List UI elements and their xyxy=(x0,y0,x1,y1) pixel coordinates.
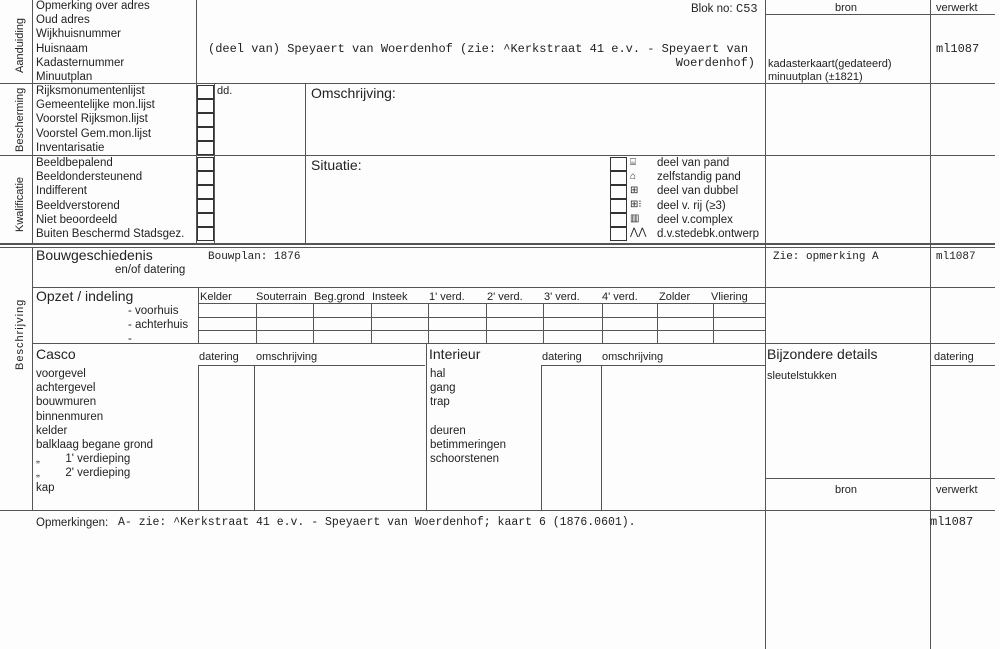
address-value-2: Woerdenhof) xyxy=(675,56,755,70)
item: „ 1' verdieping xyxy=(36,453,131,466)
checkbox[interactable] xyxy=(610,227,627,241)
label: Indifferent xyxy=(36,185,87,198)
label: Oud adres xyxy=(36,14,90,27)
bijzondere-datering: datering xyxy=(934,351,974,363)
option: deel v. rij (≥3) xyxy=(657,199,726,212)
col-vliering: Vliering xyxy=(711,291,748,303)
col-4-verd: 4' verd. xyxy=(602,291,638,303)
option: zelfstandig pand xyxy=(657,171,741,184)
opmerkingen-value: A- zie: ^Kerkstraat 41 e.v. - Speyaert van Woerdenhof; kaart 6 (1876.0601). xyxy=(118,516,636,529)
label: Voorstel Gem.mon.lijst xyxy=(36,127,152,140)
checkbox[interactable] xyxy=(197,213,214,227)
situatie-label: Situatie: xyxy=(311,157,362,173)
urban-design-icon: ⋀⋀ xyxy=(630,227,647,238)
checkbox[interactable] xyxy=(610,185,627,199)
interieur-datering: datering xyxy=(542,351,582,363)
label: Opmerking over adres xyxy=(36,0,150,12)
verwerkt-header: verwerkt xyxy=(936,2,978,14)
option: deel van pand xyxy=(657,157,730,169)
double-house-icon: ⊞ xyxy=(630,185,639,196)
label: Kadasternummer xyxy=(36,56,125,69)
opmerkingen-verwerkt: ml1087 xyxy=(930,515,974,529)
label: Beeldbepalend xyxy=(36,157,113,169)
pand-icon: ⌸ xyxy=(630,157,636,168)
checkbox[interactable] xyxy=(197,99,214,113)
option: d.v.stedebk.ontwerp xyxy=(657,228,760,241)
item: trap xyxy=(430,396,450,409)
checkbox[interactable] xyxy=(197,85,214,99)
col-kelder: Kelder xyxy=(200,291,232,303)
label: Buiten Beschermd Stadsgez. xyxy=(36,228,185,241)
opzet-row: - voorhuis xyxy=(128,305,179,317)
opmerkingen-label: Opmerkingen: xyxy=(36,517,109,529)
bijzondere-label: Bijzondere details xyxy=(767,346,878,362)
house-icon: ⌂ xyxy=(630,171,637,182)
item: hal xyxy=(430,368,446,380)
situatie-options xyxy=(657,156,759,241)
label: Wijkhuisnummer xyxy=(36,28,121,41)
checkbox[interactable] xyxy=(197,171,214,185)
blok-value: C53 xyxy=(736,2,758,16)
label: Gemeentelijke mon.lijst xyxy=(36,99,155,112)
checkbox[interactable] xyxy=(197,113,214,127)
item: kap xyxy=(36,481,55,494)
col-1-verd: 1' verd. xyxy=(429,291,465,303)
label: Voorstel Rijksmon.lijst xyxy=(36,113,148,126)
item: „ 2' verdieping xyxy=(36,467,131,480)
checkbox[interactable] xyxy=(197,141,214,155)
casco-items xyxy=(36,367,153,495)
checkbox[interactable] xyxy=(197,185,214,199)
checkbox[interactable] xyxy=(197,227,214,241)
label: Huisnaam xyxy=(36,42,88,55)
checkbox[interactable] xyxy=(610,171,627,185)
bouwgeschiedenis-value: Bouwplan: 1876 xyxy=(208,251,301,263)
item: kelder xyxy=(36,424,68,437)
label: Rijksmonumentenlijst xyxy=(36,85,145,97)
casco-datering: datering xyxy=(199,351,239,363)
label: Beeldverstorend xyxy=(36,199,120,212)
bijzondere-verwerkt: verwerkt xyxy=(936,484,978,496)
option: deel v.complex xyxy=(657,213,733,226)
col-insteek: Insteek xyxy=(372,291,408,303)
checkbox[interactable] xyxy=(610,213,627,227)
opzet-row: - achterhuis xyxy=(128,319,189,331)
col-souterrain: Souterrain xyxy=(256,291,307,303)
checkbox[interactable] xyxy=(197,199,214,213)
item: voorgevel xyxy=(36,368,86,380)
item xyxy=(430,410,506,424)
bron-header: bron xyxy=(835,2,858,14)
checkbox[interactable] xyxy=(197,157,214,171)
item: gang xyxy=(430,382,456,395)
aanduiding-labels xyxy=(36,0,150,84)
section-aanduiding: Aanduiding xyxy=(14,17,26,73)
bouwgeschiedenis-sublabel: en/of datering xyxy=(115,264,186,276)
col-zolder: Zolder xyxy=(659,291,691,303)
checkbox[interactable] xyxy=(197,127,214,141)
item: deuren xyxy=(430,424,466,437)
item: betimmeringen xyxy=(430,438,507,451)
option: deel van dubbel xyxy=(657,185,739,198)
bijzondere-bron: bron xyxy=(835,484,858,496)
interieur-label: Interieur xyxy=(429,346,481,362)
omschrijving-label: Omschrijving: xyxy=(311,85,396,101)
bouwgeschiedenis-bron: Zie: opmerking A xyxy=(773,251,879,263)
checkbox[interactable] xyxy=(610,157,627,171)
label: Niet beoordeeld xyxy=(36,213,118,226)
section-beschrijving: Beschrijving xyxy=(14,298,26,370)
checkbox[interactable] xyxy=(610,199,627,213)
bron-item: kadasterkaart(gedateerd) xyxy=(768,58,892,70)
opzet-label: Opzet / indeling xyxy=(36,288,134,304)
bijzondere-item: sleutelstukken xyxy=(767,370,837,382)
bouwgeschiedenis-verwerkt: ml1087 xyxy=(936,251,976,263)
label: Inventarisatie xyxy=(36,141,105,154)
item: binnenmuren xyxy=(36,410,104,423)
item: schoorstenen xyxy=(430,453,500,466)
kwalificatie-labels xyxy=(36,156,184,241)
interieur-items xyxy=(430,367,506,466)
col-2-verd: 2' verd. xyxy=(487,291,523,303)
label: Beeldondersteunend xyxy=(36,171,143,184)
item: bouwmuren xyxy=(36,396,97,409)
interieur-omschrijving: omschrijving xyxy=(602,351,664,363)
verwerkt-value: ml1087 xyxy=(936,42,980,56)
item: balklaag begane grond xyxy=(36,439,154,452)
section-bescherming: Bescherming xyxy=(14,87,26,152)
complex-icon: ▥ xyxy=(630,213,640,224)
col-beg-grond: Beg.grond xyxy=(314,291,365,303)
address-value: (deel van) Speyaert van Woerdenhof (zie: ^Kerkstraat 41 e.v. - Speyaert van xyxy=(208,42,749,56)
row-house-icon: ⊞⁝ xyxy=(630,199,642,210)
label: Minuutplan xyxy=(36,71,93,84)
dd-label: dd. xyxy=(217,85,233,97)
blok-label: Blok no: xyxy=(691,3,733,15)
item: achtergevel xyxy=(36,382,96,395)
casco-omschrijving: omschrijving xyxy=(256,351,318,363)
bron-item: minuutplan (±1821) xyxy=(768,71,863,83)
col-3-verd: 3' verd. xyxy=(544,291,580,303)
bouwgeschiedenis-label: Bouwgeschiedenis xyxy=(36,247,153,263)
bescherming-labels xyxy=(36,84,155,155)
casco-label: Casco xyxy=(36,346,76,362)
section-kwalificatie: Kwalificatie xyxy=(14,176,26,232)
opzet-row: - xyxy=(128,333,132,345)
